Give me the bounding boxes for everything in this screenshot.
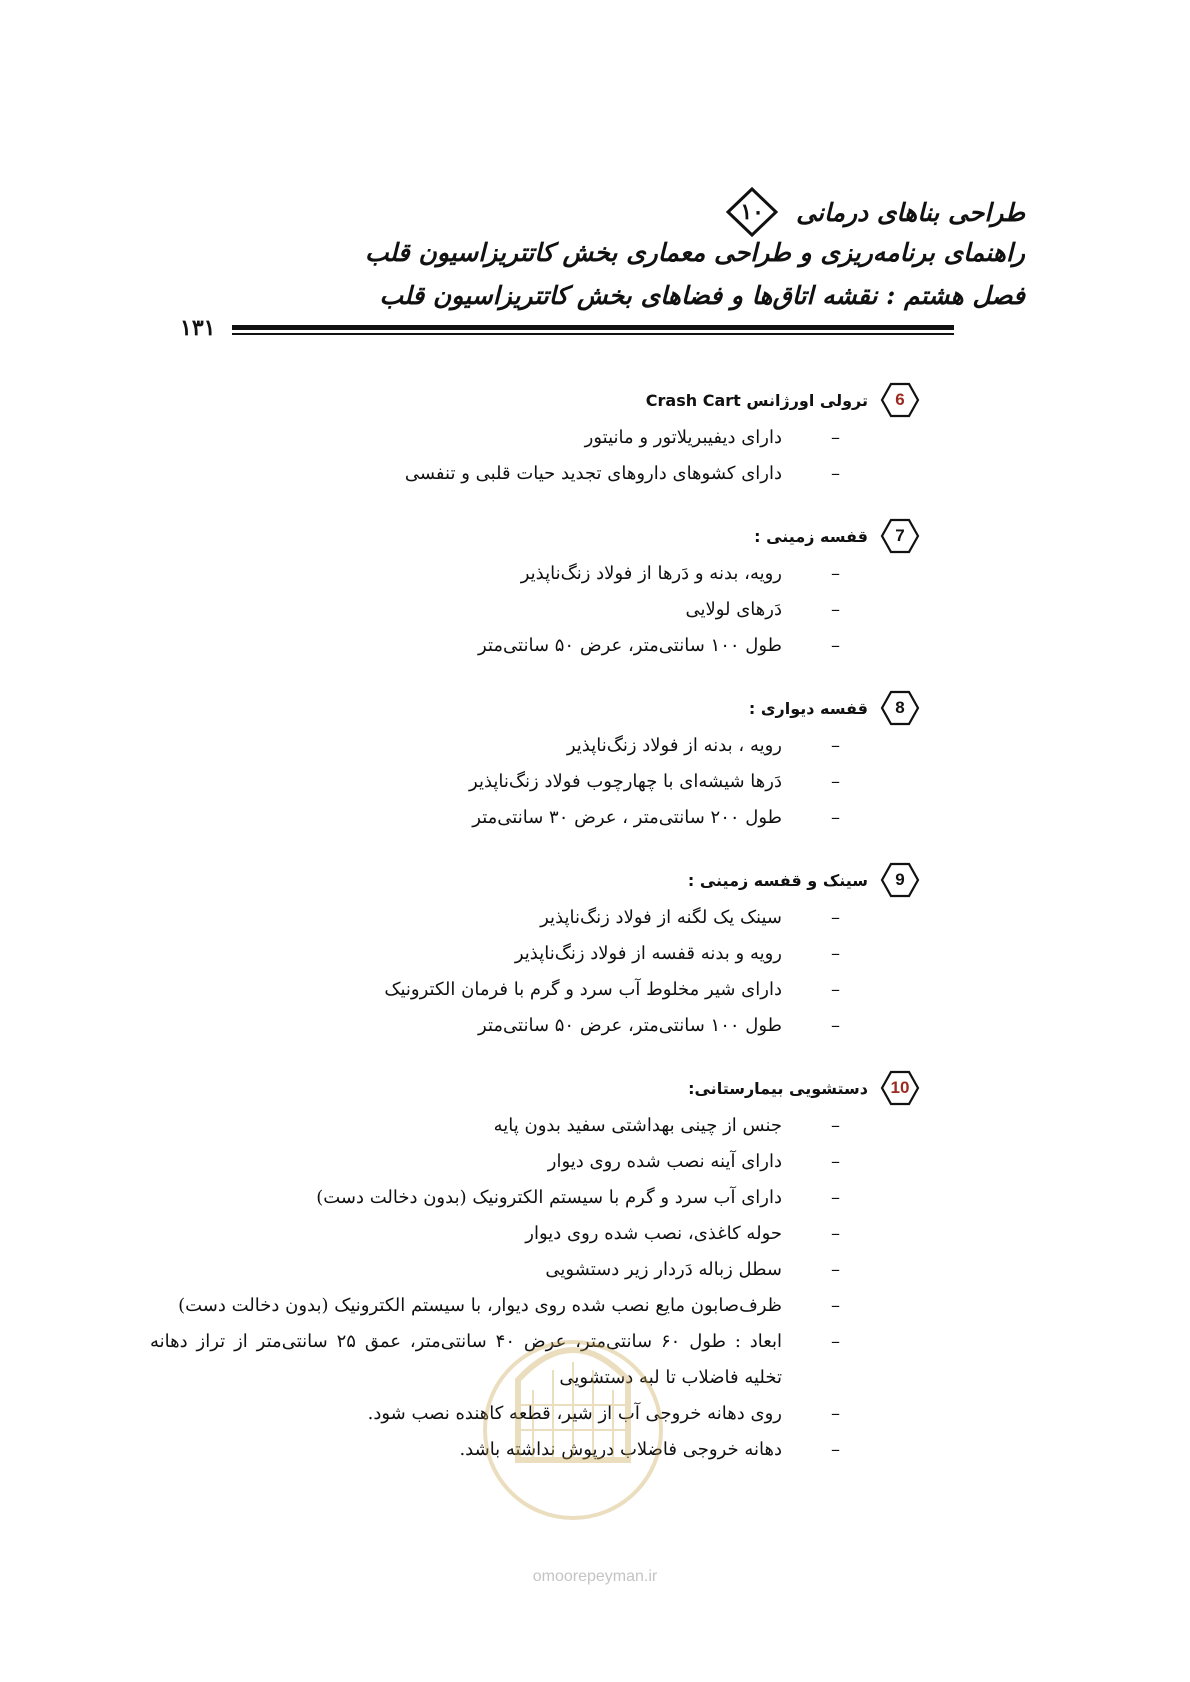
list-item: – طول ۲۰۰ سانتی‌متر ، عرض ۳۰ سانتی‌متر [150,800,920,836]
hexagon-number-badge [880,517,920,555]
dash-bullet: – [831,771,840,792]
list-item: – دارای آینه نصب شده روی دیوار [150,1144,920,1180]
list-item: – ظرف‌صابون مایع نصب شده روی دیوار، با سیستم الکترونیک (بدون دخالت دست) [150,1288,920,1324]
dash-bullet: – [831,1115,840,1136]
list-item: – طول ۱۰۰ سانتی‌متر، عرض ۵۰ سانتی‌متر [150,1008,920,1044]
watermark-text: omoorepeyman.ir [532,1568,658,1585]
list-item: – سینک یک لگنه از فولاد زنگ‌ناپذیر [150,900,920,936]
section-7 [150,516,920,664]
volume-number: ۱۰ [740,199,764,225]
dash-bullet: – [831,1259,840,1280]
page-number: ۱۳۱ [180,315,216,341]
dash-bullet: – [831,563,840,584]
section-heading [150,380,920,420]
watermark-logo [478,1310,668,1520]
section-number: 7 [895,526,905,545]
item-list [150,420,920,492]
header-rule-thin [232,333,954,335]
dash-bullet: – [831,1331,840,1352]
list-item: – رویه ، بدنه از فولاد زنگ‌ناپذیر [150,728,920,764]
book-title-row [712,186,1025,238]
list-item: – رویه و بدنه قفسه از فولاد زنگ‌ناپذیر [150,936,920,972]
book-subtitle: راهنمای برنامه‌ریزی و طراحی معماری بخش کاتتریزاسیون قلب [364,238,1025,267]
section-9 [150,860,920,1044]
dash-bullet: – [831,1295,840,1316]
dash-bullet: – [831,979,840,1000]
hexagon-number-badge [880,689,920,727]
section-number: 8 [895,698,905,717]
list-item: – دَرهای لولایی [150,592,920,628]
section-heading [150,1068,920,1108]
dash-bullet: – [831,735,840,756]
header-rule-thick [232,325,954,330]
dash-bullet: – [831,907,840,928]
hexagon-number-badge [880,381,920,419]
section-title: ترولی اورژانس Crash Cart [645,390,868,410]
section-title: قفسه دیواری : [748,698,868,718]
dash-bullet: – [831,427,840,448]
section-6 [150,380,920,492]
list-item: – حوله کاغذی، نصب شده روی دیوار [150,1216,920,1252]
section-8 [150,688,920,836]
section-number: 10 [890,1078,910,1097]
section-heading [150,860,920,900]
dash-bullet: – [831,1403,840,1424]
list-item: – سطل زباله دَردار زیر دستشویی [150,1252,920,1288]
dash-bullet: – [831,635,840,656]
volume-badge [712,186,792,238]
item-list [150,900,920,1044]
dash-bullet: – [831,943,840,964]
list-item: – دهانه خروجی فاضلاب درپوش نداشته باشد. [150,1432,920,1468]
dash-bullet: – [831,1223,840,1244]
list-item: – روی دهانه خروجی آب از شیر، قطعه کاهنده نصب شود. [150,1396,920,1432]
dash-bullet: – [831,1187,840,1208]
dash-bullet: – [831,807,840,828]
list-item: – رویه، بدنه و دَرها از فولاد زنگ‌ناپذیر [150,556,920,592]
section-title: دستشویی بیمارستانی: [688,1078,868,1098]
list-item: – دارای کشوهای داروهای تجدید حیات قلبی و تنفسی [150,456,920,492]
section-title: قفسه زمینی : [754,526,868,546]
hexagon-number-badge [880,1069,920,1107]
list-item: – دارای شیر مخلوط آب سرد و گرم با فرمان الکترونیک [150,972,920,1008]
list-item: – طول ۱۰۰ سانتی‌متر، عرض ۵۰ سانتی‌متر [150,628,920,664]
book-title: طراحی بناهای درمانی [796,197,1025,227]
section-heading [150,688,920,728]
hexagon-number-badge [880,861,920,899]
section-title: سینک و قفسه زمینی : [687,870,868,890]
list-item: – دارای آب سرد و گرم با سیستم الکترونیک (بدون دخالت دست) [150,1180,920,1216]
section-heading [150,516,920,556]
dash-bullet: – [831,1439,840,1460]
item-list [150,556,920,664]
dash-bullet: – [831,599,840,620]
page-header [0,0,1190,340]
list-item: – ابعاد : طول ۶۰ سانتی‌متر، عرض ۴۰ سانتی‌متر، عمق ۲۵ سانتی‌متر از تراز دهانه تخلیه فاضلاب تا لبه دستشویی [150,1324,920,1396]
item-list [150,728,920,836]
chapter-title: فصل هشتم : نقشه اتاق‌ها و فضاهای بخش کاتتریزاسیون قلب [379,281,1025,310]
dash-bullet: – [831,463,840,484]
dash-bullet: – [831,1015,840,1036]
section-number: 6 [895,390,905,409]
dash-bullet: – [831,1151,840,1172]
list-item: – جنس از چینی بهداشتی سفید بدون پایه [150,1108,920,1144]
section-number: 9 [895,870,905,889]
list-item: – دارای دیفیبریلاتور و مانیتور [150,420,920,456]
list-item: – دَرها شیشه‌ای با چهارچوب فولاد زنگ‌ناپذیر [150,764,920,800]
